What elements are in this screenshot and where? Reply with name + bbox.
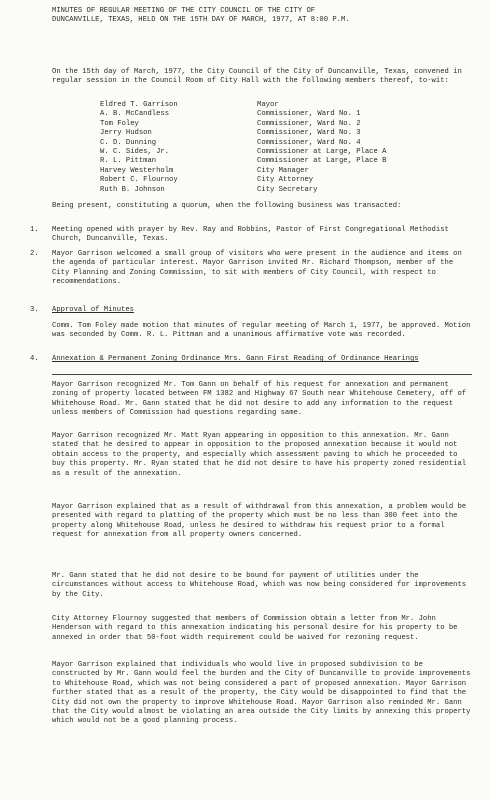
item-1-text: Meeting opened with prayer by Rev. Ray and Robbins, Pastor of First Congregational Methodist Church, Duncanville, Texas. bbox=[52, 226, 449, 244]
member-title: City Manager bbox=[257, 166, 309, 175]
intro-paragraph: On the 15th day of March, 1977, the City Council of the City of Duncanville, Texas, convened in regular session in the Council Room of City Hall with the following members thereof, to-wit: bbox=[52, 68, 462, 86]
member-row bbox=[100, 167, 430, 176]
item-number: 4. bbox=[30, 355, 39, 363]
member-name: Ruth B. Johnson bbox=[100, 185, 165, 194]
item-2-text: Mayor Garrison welcomed a small group of visitors who were present in the audience and items on the agenda of particular interest. Mayor Garrison invited Mr. Richard Thompson, member of the City Planning and Zoning Commission, to sit with members of City Council, with respect to recommendations. bbox=[52, 250, 462, 287]
member-row bbox=[100, 176, 430, 185]
heading-rule bbox=[52, 374, 472, 375]
item-3-heading: Approval of Minutes bbox=[52, 306, 134, 314]
member-name: A. B. McCandless bbox=[100, 110, 170, 119]
member-title: City Secretary bbox=[257, 185, 318, 194]
item-4-paragraph: Mayor Garrison recognized Mr. Tom Gann on behalf of his request for annexation and permanent zoning of property located between FM 1382 and Highway 67 South near Whitehouse Cemetery, off of Whitehouse Road. Mr. Gann stated that he did not desire to add any information to the request unless members of Commission had questions regarding same. bbox=[52, 381, 467, 418]
quorum-paragraph: Being present, constituting a quorum, when the following business was transacted: bbox=[52, 202, 402, 210]
member-title: Mayor bbox=[257, 101, 279, 109]
item-4-paragraph: Mayor Garrison recognized Mr. Matt Ryan appearing in opposition to this annexation. Mr. Gann stated that he desired to appear in opposition to the proposed annexation because it would not obtain access to the property, and especially which assessment paving to which he proceeded to buy this property. Mr. Ryan stated that he did not desire to have his property zoned residential as a result of the annexation. bbox=[52, 432, 467, 478]
member-title: Commissioner, Ward No. 1 bbox=[257, 110, 361, 119]
member-row bbox=[100, 129, 430, 138]
item-4-paragraph: Mayor Garrison explained that individuals who would live in proposed subdivision to be constructed by Mr. Gann would feel the burden and the City of Duncanville to provide improvements to Whitehouse Road, which was not being considered a part of proposed annexation. Mayor Garrison further stated that as a result of the property, the City would be disappointed to find that the City did not own the property to improve Whitehouse Road. Mayor Garrison also reminded Mr. Gann that the City would almost be violating an area outside the City limits by annexing this property which would not be a good planning process. bbox=[52, 661, 471, 726]
member-name: Tom Foley bbox=[100, 119, 139, 128]
item-number: 3. bbox=[30, 306, 39, 314]
item-4-paragraph: Mr. Gann stated that he did not desire to be bound for payment of utilities under the circumstances without access to Whitehouse Road, which was now being considered for improvements by the City. bbox=[52, 572, 467, 599]
member-title: City Attorney bbox=[257, 176, 314, 185]
member-title: Commissioner at Large, Place B bbox=[257, 157, 387, 166]
member-title: Commissioner at Large, Place A bbox=[257, 147, 387, 156]
item-4-heading: Annexation & Permanent Zoning Ordinance Mrs. Gann First Reading of Ordinance Hearings bbox=[52, 355, 419, 363]
member-name: C. D. Dunning bbox=[100, 138, 157, 147]
item-3-text: Comm. Tom Foley made motion that minutes of regular meeting of March 1, 1977, be approved. Motion was seconded by Comm. R. L. Pittman and a unanimous affirmative vote was recorded. bbox=[52, 322, 471, 340]
item-4-paragraph: City Attorney Flournoy suggested that members of Commission obtain a letter from Mr. John Henderson with regard to this annexation indicating his personal desire for his property to be annexed in order that 50-foot width requirement could be waived for rezoning request. bbox=[52, 615, 458, 642]
member-row bbox=[100, 186, 430, 195]
member-title: Commissioner, Ward No. 2 bbox=[257, 119, 361, 128]
member-row bbox=[100, 110, 430, 119]
member-name: Eldred T. Garrison bbox=[100, 101, 178, 109]
members-list bbox=[100, 101, 430, 195]
member-row bbox=[100, 120, 430, 129]
title-line: MINUTES OF REGULAR MEETING OF THE CITY COUNCIL OF THE CITY OF bbox=[52, 7, 316, 15]
member-row bbox=[100, 101, 430, 110]
member-name: Robert C. Flournoy bbox=[100, 176, 178, 185]
member-title: Commissioner, Ward No. 4 bbox=[257, 138, 361, 147]
item-number: 1. bbox=[30, 226, 39, 234]
title-line: DUNCANVILLE, TEXAS, HELD ON THE 15TH DAY OF MARCH, 1977, AT 8:00 P.M. bbox=[52, 16, 350, 25]
member-name: W. C. Sides, Jr. bbox=[100, 147, 170, 156]
item-number: 2. bbox=[30, 250, 39, 258]
item-4-paragraph: Mayor Garrison explained that as a result of withdrawal from this annexation, a problem would be presented with regard to platting of the property which must be no less than 300 feet into the property along Whitehouse Road, unless he desired to withdraw his request prior to a formal request for annexation from all property owners concerned. bbox=[52, 503, 467, 540]
minutes-title bbox=[52, 7, 472, 26]
member-title: Commissioner, Ward No. 3 bbox=[257, 129, 361, 138]
member-name: R. L. Pittman bbox=[100, 157, 157, 166]
member-name: Harvey Westerholm bbox=[100, 166, 174, 175]
member-row bbox=[100, 157, 430, 166]
member-row bbox=[100, 139, 430, 148]
member-row bbox=[100, 148, 430, 157]
member-name: Jerry Hudson bbox=[100, 129, 152, 138]
